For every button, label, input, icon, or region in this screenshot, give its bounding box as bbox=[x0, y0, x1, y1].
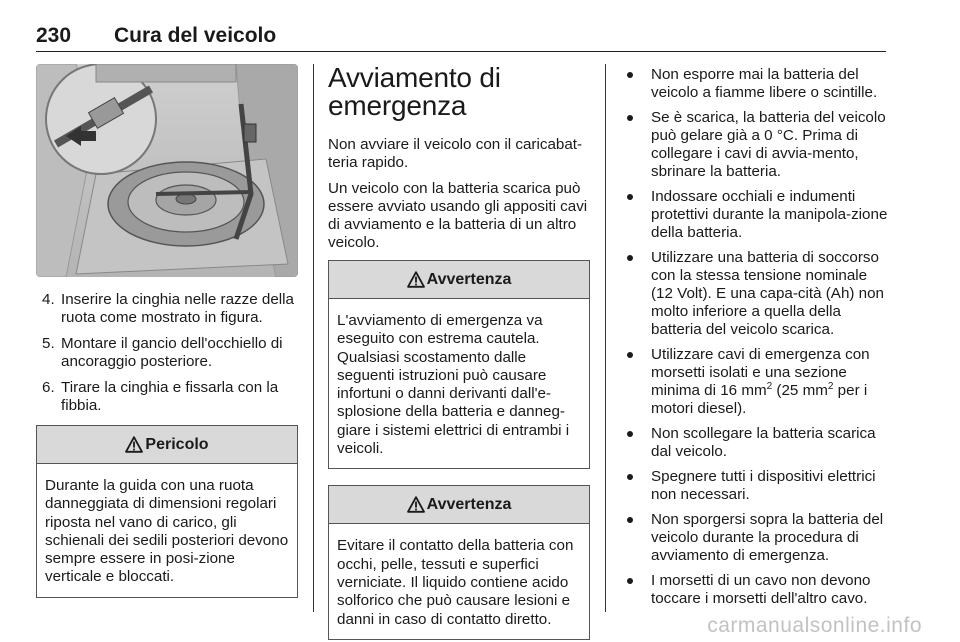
warning-2-text: Evitare il contatto della batteria con occhi, pelle, tessuti e superfici verniciate. Il liquido contiene acido solforico che può causare lesioni e danni in caso di contatto diretto. bbox=[337, 537, 574, 628]
superscript-2: 2 bbox=[827, 380, 834, 392]
list-item: Utilizzare una batteria di soccorso con la stessa tensione nominale (12 Volt). E una capa-cità (Ah) non molto inferiore a quella della batteria del veicolo scarica. bbox=[620, 249, 888, 339]
warning-triangle-icon bbox=[125, 436, 143, 453]
safety-bullet-list bbox=[620, 66, 888, 608]
danger-text: Durante la guida con una ruota danneggiata di dimensioni regolari riposta nel vano di carico, gli schienali dei sedili posteriori devono sempre essere in posi-zione verticale e bloccati. bbox=[45, 477, 289, 586]
cable-text-end: per i motori diesel). bbox=[651, 382, 868, 417]
list-item: Non esporre mai la batteria del veicolo a fiamme libere o scintille. bbox=[620, 66, 888, 102]
list-item: Non scollegare la batteria scarica dal veicolo. bbox=[620, 425, 888, 461]
cable-text-middle: (25 mm bbox=[772, 382, 828, 399]
warning-triangle-icon bbox=[407, 271, 425, 288]
list-item: Non sporgersi sopra la batteria del veicolo durante la procedura di avviamento di emergenza. bbox=[620, 511, 888, 565]
step-item bbox=[36, 379, 298, 415]
step-number: 4. bbox=[42, 291, 55, 308]
watermark: carmanualsonline.info bbox=[707, 614, 922, 637]
step-text: Montare il gancio dell'occhiello di ancoraggio posteriore. bbox=[61, 335, 283, 370]
column-left bbox=[36, 64, 298, 598]
section-heading: Avviamento di emergenza bbox=[328, 62, 501, 121]
page-header bbox=[36, 22, 886, 52]
danger-title: Pericolo bbox=[145, 435, 209, 453]
spare-wheel-strap-illustration bbox=[36, 64, 298, 277]
page-number: 230 bbox=[36, 24, 72, 47]
superscript-2: 2 bbox=[766, 380, 773, 392]
step-text: Tirare la cinghia e fissarla con la fibbia. bbox=[61, 379, 279, 414]
danger-box-header bbox=[37, 426, 297, 464]
cable-text-start: Utilizzare cavi di emergenza con morsetti isolati e una sezione minima di 16 mm bbox=[651, 346, 870, 399]
intro-paragraph-2: Un veicolo con la batteria scarica può essere avviato usando gli appositi cavi di avviamento e la batteria di un altro veicolo. bbox=[328, 180, 588, 251]
step-number: 6. bbox=[42, 379, 55, 396]
danger-box bbox=[36, 425, 298, 598]
warning-1-text: L'avviamento di emergenza va eseguito con estrema cautela. Qualsiasi scostamento dalle seguenti istruzioni può causare infortuni o danni derivanti dall'e-splosione della batteria e danneg-giare i sistemi elettrici di entrambi i veicoli. bbox=[337, 312, 570, 458]
list-item bbox=[620, 346, 888, 418]
warning-box-2-header bbox=[329, 486, 589, 524]
column-right bbox=[620, 66, 888, 615]
column-divider-left bbox=[313, 64, 314, 612]
column-divider-right bbox=[605, 64, 606, 612]
column-middle bbox=[328, 64, 590, 640]
step-item bbox=[36, 335, 298, 371]
section-title: Cura del veicolo bbox=[114, 24, 277, 47]
list-item: I morsetti di un cavo non devono toccare i morsetti dell'altro cavo. bbox=[620, 572, 888, 608]
intro-paragraph-1: Non avviare il veicolo con il caricabat-teria rapido. bbox=[328, 136, 583, 171]
list-item: Indossare occhiali e indumenti protettivi durante la manipola-zione della batteria. bbox=[620, 188, 888, 242]
list-item: Se è scarica, la batteria del veicolo può gelare già a 0 °C. Prima di collegare i cavi di avvia-mento, sbrinare la batteria. bbox=[620, 109, 888, 181]
list-item: Spegnere tutti i dispositivi elettrici non necessari. bbox=[620, 468, 888, 504]
warning-2-title: Avvertenza bbox=[426, 495, 512, 513]
step-item bbox=[36, 291, 298, 327]
warning-box-2 bbox=[328, 485, 590, 639]
instruction-steps bbox=[36, 291, 298, 415]
cargo-area-drawing bbox=[36, 64, 298, 277]
warning-box-1-header bbox=[329, 261, 589, 299]
warning-triangle-icon bbox=[407, 496, 425, 513]
step-number: 5. bbox=[42, 335, 55, 352]
step-text: Inserire la cinghia nelle razze della ruota come mostrato in figura. bbox=[61, 291, 295, 326]
warning-box-1 bbox=[328, 260, 590, 469]
warning-1-title: Avvertenza bbox=[426, 270, 512, 288]
